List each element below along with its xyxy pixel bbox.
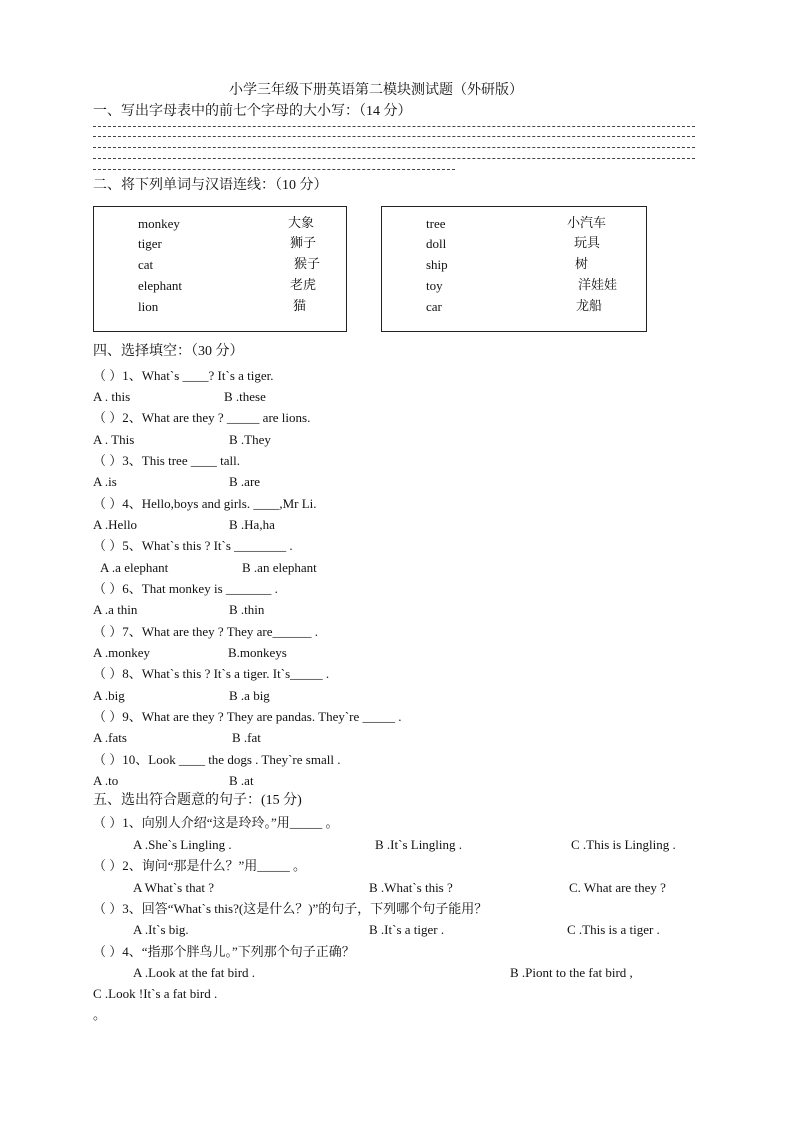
q4: （ ）4、Hello,boys and girls. ____,Mr Li. <box>93 496 317 511</box>
s5-q4-option-b: B .Piont to the fat bird , <box>510 965 633 980</box>
q10-option-a: A .to <box>93 773 119 788</box>
trailing-period: 。 <box>93 1007 107 1022</box>
word-elephant: elephant <box>138 278 183 293</box>
s5-q4-option-c: C .Look !It`s a fat bird . <box>93 986 218 1001</box>
cn-longchuan: 龙船 <box>576 298 603 313</box>
cn-houzi: 猴子 <box>294 256 321 271</box>
cn-wanju: 玩具 <box>574 235 601 250</box>
q6-option-a: A .a thin <box>93 602 138 617</box>
word-cat: cat <box>138 257 154 272</box>
section5-heading: 五、选出符合题意的句子：(15 分) <box>93 793 302 808</box>
q1-option-b: B .these <box>224 389 266 404</box>
word-monkey: monkey <box>138 216 180 231</box>
q10: （ ）10、Look ____ the dogs . They`re small . <box>93 752 341 767</box>
q9-option-b: B .fat <box>232 730 261 745</box>
word-tiger: tiger <box>138 236 162 251</box>
q6-option-b: B .thin <box>229 602 265 617</box>
q2-option-a: A . This <box>93 432 135 447</box>
s5-q1: （ ）1、向别人介绍“这是玲玲。”用_____ 。 <box>93 815 339 830</box>
q9: （ ）9、What are they ? They are pandas. They`re _____ . <box>93 709 402 724</box>
word-ship: ship <box>426 257 448 272</box>
s5-q2-option-b: B .What`s this ? <box>369 880 453 895</box>
q3-option-a: A .is <box>93 474 117 489</box>
q4-option-a: A .Hello <box>93 517 138 532</box>
page-title: 小学三年级下册英语第二模块测试题（外研版） <box>229 83 523 98</box>
q6: （ ）6、That monkey is _______ . <box>93 581 278 596</box>
s5-q3-option-b: B .It`s a tiger . <box>369 922 445 937</box>
cn-laohu: 老虎 <box>290 277 317 292</box>
matching-box-2 <box>381 206 647 332</box>
q10-option-b: B .at <box>229 773 254 788</box>
q7-option-b: B.monkeys <box>228 645 287 660</box>
q1: （ ）1、What`s ____? It`s a tiger. <box>93 368 274 383</box>
s5-q4-option-a: A .Look at the fat bird . <box>133 965 256 980</box>
q2-option-b: B .They <box>229 432 271 447</box>
q2: （ ）2、What are they ? _____ are lions. <box>93 410 311 425</box>
word-lion: lion <box>138 299 159 314</box>
s5-q1-option-c: C .This is Lingling . <box>571 837 676 852</box>
section2-heading: 二、将下列单词与汉语连线：（10 分） <box>93 178 328 193</box>
q3-option-b: B .are <box>229 474 261 489</box>
q5-option-b: B .an elephant <box>242 560 317 575</box>
s5-q2: （ ）2、询问“那是什么？”用_____ 。 <box>93 858 307 873</box>
answer-line-3 <box>93 147 695 148</box>
cn-mao: 猫 <box>293 298 307 313</box>
answer-line-2 <box>93 136 695 137</box>
q8-option-b: B .a big <box>229 688 270 703</box>
answer-line-1 <box>93 126 695 127</box>
q7-option-a: A .monkey <box>93 645 151 660</box>
s5-q1-option-a: A .She`s Lingling . <box>133 837 232 852</box>
q7: （ ）7、What are they ? They are______ . <box>93 624 319 639</box>
s5-q2-option-a: A What`s that ? <box>133 880 214 895</box>
s5-q3-option-c: C .This is a tiger . <box>567 922 660 937</box>
cn-shu: 树 <box>575 256 589 271</box>
s5-q2-option-c: C. What are they ? <box>569 880 666 895</box>
cn-xiaoqiche: 小汽车 <box>567 215 607 230</box>
s5-q3-option-a: A .It`s big. <box>133 922 189 937</box>
word-toy: toy <box>426 278 443 293</box>
word-doll: doll <box>426 236 447 251</box>
answer-line-4 <box>93 158 695 159</box>
section4-heading: 四、选择填空：（30 分） <box>93 344 244 359</box>
section1-heading: 一、写出字母表中的前七个字母的大小写：（14 分） <box>93 104 412 119</box>
s5-q1-option-b: B .It`s Lingling . <box>375 837 463 852</box>
word-tree: tree <box>426 216 446 231</box>
word-car: car <box>426 299 442 314</box>
q1-option-a: A . this <box>93 389 131 404</box>
q8-option-a: A .big <box>93 688 125 703</box>
q4-option-b: B .Ha,ha <box>229 517 275 532</box>
cn-daxiang: 大象 <box>288 215 315 230</box>
matching-box-1 <box>93 206 347 332</box>
s5-q4: （ ）4、“指那个胖鸟儿。”下列那个句子正确？ <box>93 944 355 959</box>
q9-option-a: A .fats <box>93 730 127 745</box>
q5: （ ）5、What`s this ? It`s ________ . <box>93 538 293 553</box>
answer-line-5 <box>93 169 455 170</box>
cn-yangwawa: 洋娃娃 <box>578 277 618 292</box>
cn-shizi: 狮子 <box>290 235 317 250</box>
q5-option-a: A .a elephant <box>100 560 169 575</box>
q3: （ ）3、This tree ____ tall. <box>93 453 240 468</box>
q8: （ ）8、What`s this ? It`s a tiger. It`s_____ . <box>93 666 330 681</box>
s5-q3: （ ）3、回答“What`s this?(这是什么？)”的句子，下列哪个句子能用？ <box>93 901 488 916</box>
